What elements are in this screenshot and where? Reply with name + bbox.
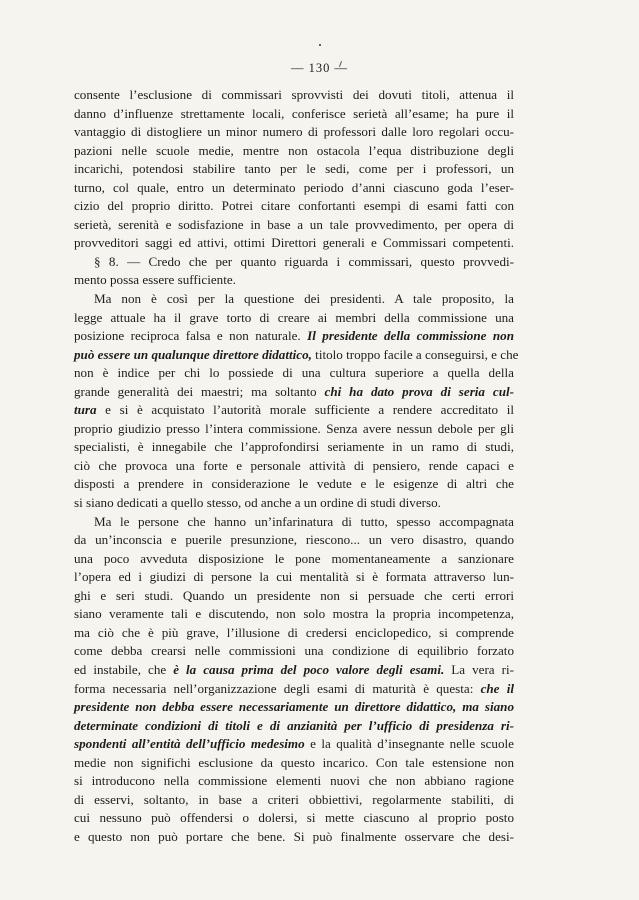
text-line: presidente non debba essere necessariamente un direttore didattico, ma siano <box>74 699 514 715</box>
text-line: consente l’esclusione di commissari sprovvisti dei dovuti titoli, attenua il <box>74 87 514 102</box>
text-line: e questo non può portare che bene. Si può finalmente osservare che desi- <box>74 828 514 844</box>
text-line: non è indice per chi lo possiede di una cultura superiore a quella della <box>74 365 514 381</box>
ink-speck <box>319 44 321 46</box>
text-line: turno, col quale, entro un determinato periodo d’anni ciascuno goda l’eser- <box>74 179 514 195</box>
text-line: si siano dedicati a quello stesso, od anche a un ordine di studi diverso. <box>74 495 441 511</box>
text-line: forma necessaria nell’organizzazione degli esami di maturità è questa: che il <box>74 680 514 696</box>
text-line: ciò che provoca una forte e personale attività di pensiero, rende capaci e <box>74 457 514 473</box>
text-line: posizione reciproca falsa e non naturale. Il presidente della commissione non <box>74 328 514 344</box>
text-line: cui nessuno può offendersi o dolersi, si mette ciascuno al proprio posto <box>74 810 514 826</box>
text-line: proprio giudizio presso l’intera commissione. Senza avere nessun debole per gli <box>74 420 514 436</box>
text-line: Ma non è così per la questione dei presidenti. A tale proposito, la <box>94 291 514 307</box>
text-line: provveditori saggi ed attivi, ottimi Direttori generali e Commissari competenti. <box>74 235 514 251</box>
text-line: ed instabile, che è la causa prima del poco valore degli esami. La vera ri- <box>74 661 514 677</box>
text-line: tura e si è acquistato l’autorità morale sufficiente a rendere accreditato il <box>74 402 514 418</box>
text-line: pazioni nelle scuole medie, mentre non ostacola l’equa distribuzione degli <box>74 142 514 158</box>
text-line: di esservi, soltanto, in base a criteri obbiettivi, regolarmente stabiliti, di <box>74 791 514 807</box>
text-line: incarichi, potendosi stabilire tanto per le sedi, come per i professori, un <box>74 161 514 177</box>
text-line: vantaggio di distogliere un minor numero di professori dalle loro regolari occu- <box>74 124 514 140</box>
text-line: cizio del proprio diritto. Potrei citare confortanti esempi di esami fatti con <box>74 198 514 214</box>
text-line: danno d’influenze strettamente locali, conferisce serietà all’esame; ha pure il <box>74 105 514 121</box>
text-line: determinate condizioni di titoli e di anzianità per l’ufficio di presidenza ri- <box>74 717 514 733</box>
text-line: grande generalità dei maestri; ma soltanto chi ha dato prova di seria cul- <box>74 383 514 399</box>
text-line: una poco avveduta disposizione le pone momentaneamente a sanzionare <box>74 550 514 566</box>
text-line: può essere un qualunque direttore didattico, titolo troppo facile a conseguirsi, e che <box>74 346 519 362</box>
text-line: legge attuale ha il grave torto di creare ai membri della commissione una <box>74 309 514 325</box>
body-text <box>74 86 519 846</box>
text-line: serietà, serenità e sodisfazione in base a un tale provvedimento, per opera di <box>74 216 514 232</box>
text-line: siano veramente tali e discutendo, non solo mostra la propria incompetenza, <box>74 606 514 622</box>
text-line: si introducono nella commissione elementi nuovi che non abbiano ragione <box>74 773 514 789</box>
text-line: specialisti, è innegabile che l’approfondirsi seriamente in un ramo di studi, <box>74 439 514 455</box>
text-line: spondenti all’entità dell’ufficio medesimo e la qualità d’insegnante nelle scuole <box>74 736 514 752</box>
text-line: come debba crearsi nelle commissioni una condizione di equilibrio forzato <box>74 643 514 659</box>
text-line: disposti a prendere in considerazione le vedute e le esigenze di altri che <box>74 476 514 492</box>
text-line: ghi e seri studi. Quando un presidente non si persuade che certi errori <box>74 587 514 603</box>
text-line: da un’inconscia e puerile presunzione, riescono... un vero disastro, quando <box>74 532 514 548</box>
text-line: medie non significhi esclusione da questo incarico. Con tale estensione non <box>74 754 514 770</box>
page-number: — 130 — <box>291 61 348 75</box>
text-line: § 8. — Credo che per quanto riguarda i commissari, questo provvedi- <box>94 253 514 269</box>
text-line: l’opera ed i giudizi di persone la cui mentalità si è formata attraverso lun- <box>74 569 514 585</box>
text-line: ma ciò che è più grave, l’illusione di credersi enciclopedico, si comprende <box>74 624 514 640</box>
text-line: Ma le persone che hanno un’infarinatura di tutto, spesso accompagnata <box>94 513 514 529</box>
text-line: mento possa essere sufficiente. <box>74 272 236 288</box>
